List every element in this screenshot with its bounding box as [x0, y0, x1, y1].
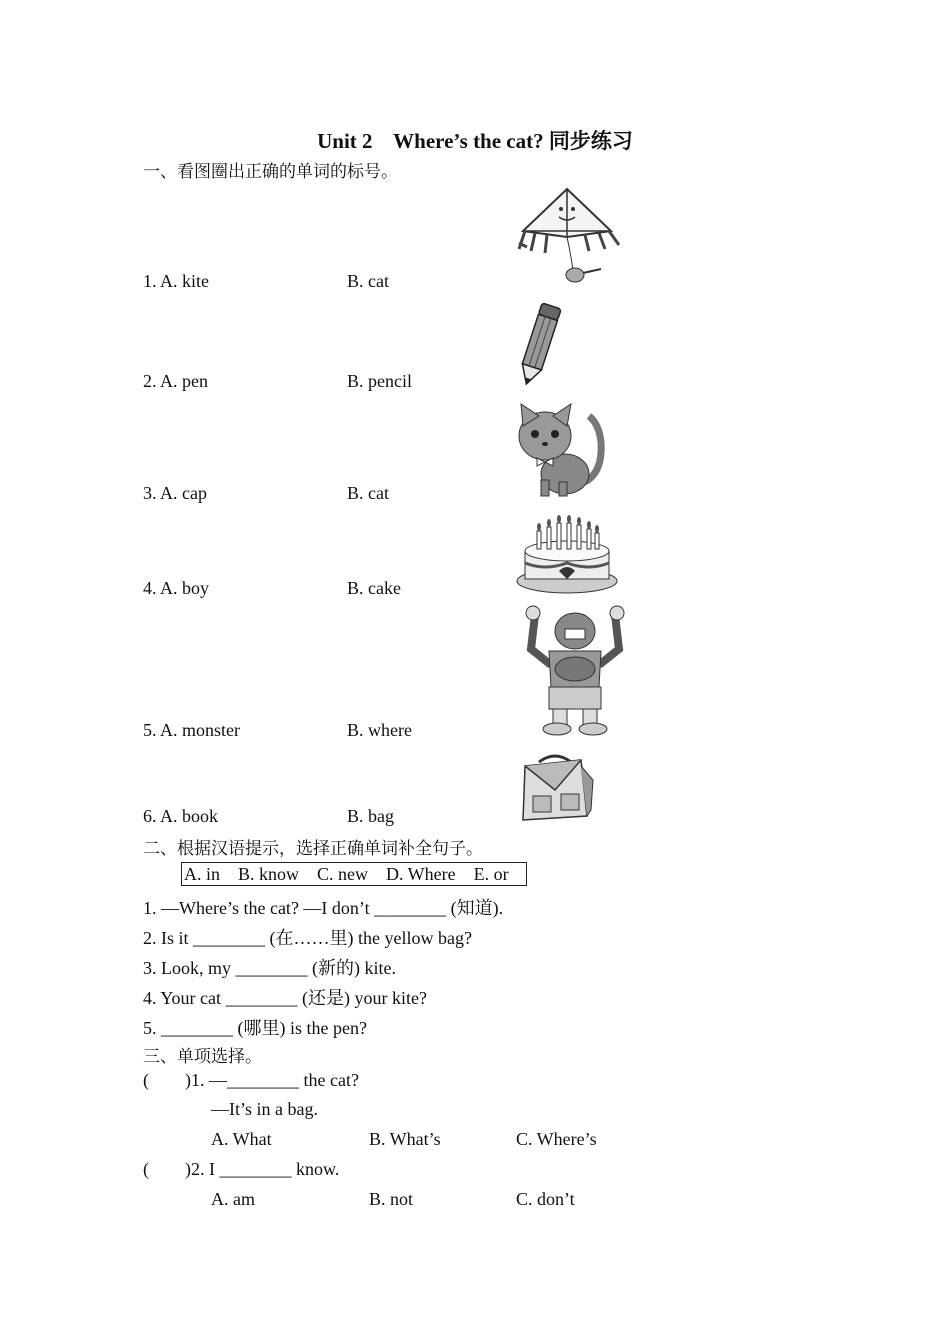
s1-item6-option-b: B. bag — [347, 806, 394, 826]
s3-q1-option-a: A. What — [211, 1129, 272, 1149]
s1-item3-option-b: B. cat — [347, 483, 389, 503]
word-bank: A. in B. know C. new D. Where E. or — [181, 862, 527, 886]
s3-q1-option-c: C. Where’s — [516, 1129, 597, 1149]
s2-sentence-5: 5. ________ (哪里) is the pen? — [143, 1018, 367, 1038]
s2-sentence-3: 3. Look, my ________ (新的) kite. — [143, 958, 396, 978]
section3-heading: 三、单项选择。 — [143, 1047, 262, 1067]
s3-q1-reply: —It’s in a bag. — [211, 1099, 318, 1119]
s1-item5-option-a: 5. A. monster — [143, 720, 240, 740]
s1-item3-option-a: 3. A. cap — [143, 483, 207, 503]
s1-item4-option-b: B. cake — [347, 578, 401, 598]
s3-q2-option-b: B. not — [369, 1189, 414, 1209]
cake-picture — [515, 511, 619, 595]
s2-sentence-1: 1. —Where’s the cat? —I don’t ________ (知道). — [143, 898, 504, 918]
s3-q2-option-c: C. don’t — [516, 1189, 575, 1209]
s1-item1-option-a: 1. A. kite — [143, 271, 209, 291]
s3-q1-option-b: B. What’s — [369, 1129, 441, 1149]
s1-item1-option-b: B. cat — [347, 271, 389, 291]
pencil-picture — [515, 300, 563, 390]
section1-heading: 一、看图圈出正确的单词的标号。 — [143, 162, 398, 182]
page-title: Unit 2 Where’s the cat? 同步练习 — [317, 129, 633, 153]
s1-item5-option-b: B. where — [347, 720, 412, 740]
s3-q2-stem: ( )2. I ________ know. — [143, 1159, 340, 1179]
s3-q1-stem: ( )1. —________ the cat? — [143, 1070, 359, 1090]
s2-sentence-2: 2. Is it ________ (在……里) the yellow bag? — [143, 928, 472, 948]
s2-sentence-4: 4. Your cat ________ (还是) your kite? — [143, 988, 427, 1008]
s1-item6-option-a: 6. A. book — [143, 806, 219, 826]
kite-picture — [515, 185, 623, 289]
s1-item4-option-a: 4. A. boy — [143, 578, 210, 598]
bag-picture — [515, 750, 595, 826]
s1-item2-option-b: B. pencil — [347, 371, 412, 391]
monster-picture — [515, 605, 635, 739]
s3-q2-option-a: A. am — [211, 1189, 255, 1209]
s1-item2-option-a: 2. A. pen — [143, 371, 208, 391]
section2-heading: 二、根据汉语提示，选择正确单词补全句子。 — [143, 839, 483, 859]
cat-picture — [515, 402, 609, 500]
